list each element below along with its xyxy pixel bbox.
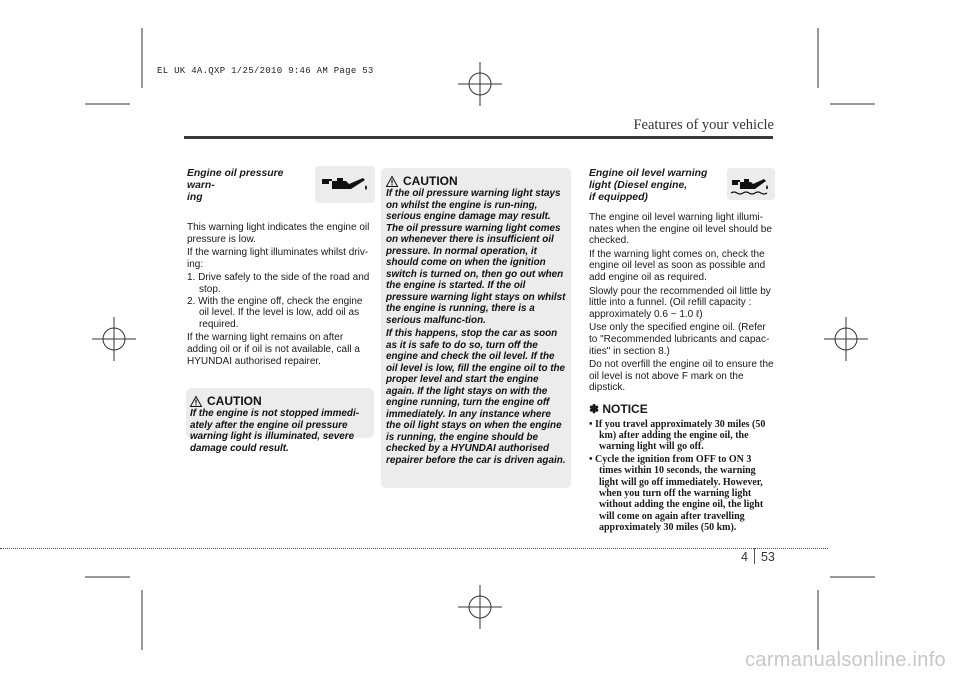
paragraph: This warning light indicates the engine oil pressure is low. — [187, 222, 370, 245]
registration-mark-bottom — [458, 585, 502, 629]
header-rule — [184, 136, 773, 139]
notice-item: • If you travel approximately 30 miles (50 km) after adding the engine oil, the warning light will go off. — [589, 418, 766, 453]
chapter-number: 4 — [741, 550, 748, 564]
registration-mark-left — [92, 317, 136, 361]
watermark: carmanualsonline.info — [745, 649, 946, 671]
notice-item: • Cycle the ignition from OFF to ON 3 times within 10 seconds, the warning light will go off immediately. However, when you turn off the warning light without adding the engine oil, the light will come on again after travelling approximately 30 miles (50 km). — [589, 453, 764, 534]
paragraph: Do not overfill the engine oil to ensure the oil level is not above F mark on the dipstick. — [589, 359, 774, 394]
caution-box-1 — [186, 388, 374, 454]
list-item: 1. Drive safely to the side of the road and stop. — [187, 272, 370, 295]
slug-line: EL UK 4A.QXP 1/25/2010 9:46 AM Page 53 — [157, 66, 374, 76]
warning-triangle-icon — [386, 176, 398, 187]
caution-title: CAUTION — [386, 174, 567, 188]
page-number-value: 53 — [760, 550, 775, 564]
paragraph: If the warning light illuminates whilst driv-ing: — [187, 247, 369, 270]
section-title: Features of your vehicle — [633, 117, 774, 133]
paragraph: Use only the specified engine oil. (Refer to "Recommended lubricants and capac-ities" in section 8.) — [589, 322, 770, 357]
oil-can-icon — [315, 166, 375, 203]
paragraph: Slowly pour the recommended oil little by little into a funnel. (Oil refill capacity : approximately 0.6 ~ 1.0 ℓ) — [589, 285, 771, 320]
column-3 — [589, 168, 775, 535]
footer-dotted-rule — [0, 548, 828, 549]
page-number — [741, 548, 775, 564]
page-number-separator — [754, 548, 755, 564]
warning-triangle-icon — [190, 396, 202, 407]
caution-body: If this happens, stop the car as soon as it is safe to do so, turn off the engine and check the oil level. If the oil level is low, fill the engine oil to the proper level and start the engine again. If the light stays on with the engine running, turn the engine off immediately. In any instance where the oil light stays on when the engine is running, the engine should be checked by a HYUNDAI authorised repairer before the car is driven again. — [386, 328, 566, 466]
caution-body: If the oil pressure warning light stays on whilst the engine is run-ning, serious engine damage may result. The oil pressure warning light comes on whenever there is insufficient oil pressure. In normal operation, it should come on when the ignition switch is turned on, then go out when the engine is started. If the oil pressure warning light stays on whilst the engine is running, there is a serious malfunc-tion. — [386, 188, 566, 326]
notice-list — [589, 419, 775, 534]
notice-title: ✽ NOTICE — [589, 401, 648, 416]
oil-pressure-icon-box — [315, 166, 375, 203]
paragraph: The engine oil level warning light illumi-nates when the engine oil level should be checked. — [589, 212, 772, 247]
paragraph: If the warning light comes on, check the engine oil level as soon as possible and add engine oil as required. — [589, 248, 766, 283]
oil-level-heading: Engine oil level warning light (Diesel engine, if equipped) — [589, 168, 708, 203]
registration-mark-top — [458, 62, 502, 106]
registration-mark-right — [824, 317, 868, 361]
caution-title: CAUTION — [190, 394, 374, 408]
list-item: 2. With the engine off, check the engine oil level. If the level is low, add oil as required. — [187, 295, 363, 330]
paragraph: If the warning light remains on after adding oil or if oil is not available, call a HYUNDAI authorised repairer. — [187, 332, 360, 367]
step-list — [187, 272, 373, 330]
oil-pressure-heading: Engine oil pressure warn- ing — [187, 168, 284, 203]
oil-level-icon — [727, 168, 775, 200]
oil-level-icon-box — [727, 168, 775, 200]
caution-body: If the engine is not stopped immedi-ately after the engine oil pressure warning light is illuminated, severe damage could result. — [190, 408, 359, 454]
caution-box-2 — [381, 168, 571, 488]
